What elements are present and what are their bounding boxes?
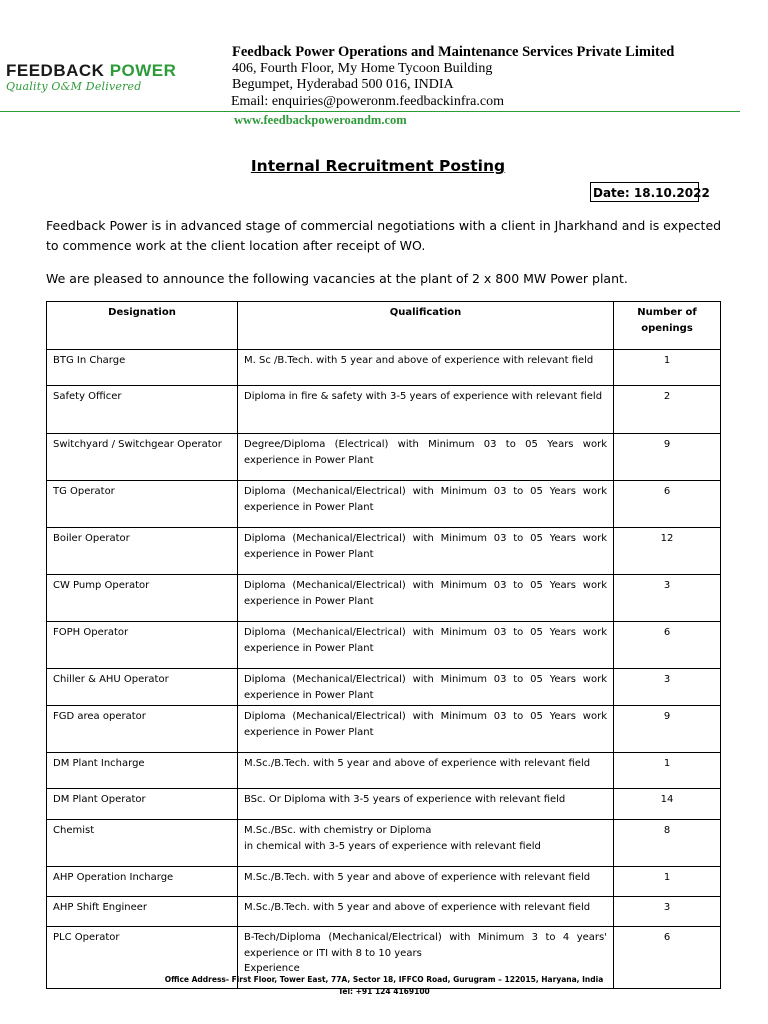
letterhead-divider <box>0 111 740 112</box>
designation-cell: DM Plant Operator <box>47 789 238 820</box>
designation-cell: PLC Operator <box>47 927 238 989</box>
qualification-cell: Degree/Diploma (Electrical) with Minimum 03 to 05 Years work experience in Power Plant <box>238 434 614 481</box>
designation-cell: DM Plant Incharge <box>47 753 238 789</box>
table-row <box>47 753 721 789</box>
footer-tel: Tel: +91 124 4169100 <box>338 986 430 996</box>
date-box: Date: 18.10.2022 <box>590 182 699 202</box>
designation-cell: Chemist <box>47 820 238 867</box>
openings-cell: 1 <box>614 350 721 386</box>
designation-cell: FOPH Operator <box>47 622 238 669</box>
qualification-cell: M.Sc./B.Tech. with 5 year and above of experience with relevant field <box>238 753 614 789</box>
header-openings: Number of openings <box>614 302 721 350</box>
designation-cell: AHP Operation Incharge <box>47 867 238 897</box>
qualification-cell: Diploma (Mechanical/Electrical) with Minimum 03 to 05 Years work experience in Power Plant <box>238 669 614 706</box>
header-designation: Designation <box>47 302 238 350</box>
table-row <box>47 897 721 927</box>
designation-cell: CW Pump Operator <box>47 575 238 622</box>
table-row <box>47 622 721 669</box>
openings-cell: 1 <box>614 753 721 789</box>
qualification-cell: M. Sc /B.Tech. with 5 year and above of experience with relevant field <box>238 350 614 386</box>
qualification-cell: Diploma (Mechanical/Electrical) with Minimum 03 to 05 Years work experience in Power Plant <box>238 575 614 622</box>
logo-wordmark <box>6 62 186 79</box>
qualification-cell: BSc. Or Diploma with 3-5 years of experience with relevant field <box>238 789 614 820</box>
table-row <box>47 434 721 481</box>
company-logo <box>6 62 186 94</box>
qualification-cell: M.Sc./B.Tech. with 5 year and above of experience with relevant field <box>238 897 614 927</box>
address-line-1: 406, Fourth Floor, My Home Tycoon Building <box>232 60 493 76</box>
page-title: Internal Recruitment Posting <box>250 157 506 175</box>
openings-cell: 8 <box>614 820 721 867</box>
table-row <box>47 669 721 706</box>
qualification-cell: Diploma in fire & safety with 3-5 years of experience with relevant field <box>238 386 614 434</box>
designation-cell: Chiller & AHU Operator <box>47 669 238 706</box>
qualification-cell: Diploma (Mechanical/Electrical) with Minimum 03 to 05 Years work experience in Power Plant <box>238 706 614 753</box>
openings-cell: 6 <box>614 481 721 528</box>
header-qualification: Qualification <box>238 302 614 350</box>
designation-cell: Switchyard / Switchgear Operator <box>47 434 238 481</box>
openings-cell: 1 <box>614 867 721 897</box>
logo-brand-part1: FEEDBACK <box>6 61 105 80</box>
designation-cell: TG Operator <box>47 481 238 528</box>
vacancy-table <box>46 301 721 989</box>
address-line-2: Begumpet, Hyderabad 500 016, INDIA <box>232 77 454 92</box>
designation-cell: Safety Officer <box>47 386 238 434</box>
designation-cell: FGD area operator <box>47 706 238 753</box>
openings-cell: 3 <box>614 669 721 706</box>
table-row <box>47 820 721 867</box>
designation-cell: AHP Shift Engineer <box>47 897 238 927</box>
openings-cell: 9 <box>614 706 721 753</box>
openings-cell: 6 <box>614 622 721 669</box>
table-row <box>47 350 721 386</box>
openings-cell: 3 <box>614 897 721 927</box>
designation-cell: Boiler Operator <box>47 528 238 575</box>
qualification-cell: M.Sc./BSc. with chemistry or Diploma in chemical with 3-5 years of experience with relevant field <box>238 820 614 867</box>
qualification-cell: M.Sc./B.Tech. with 5 year and above of experience with relevant field <box>238 867 614 897</box>
openings-cell: 3 <box>614 575 721 622</box>
table-row <box>47 867 721 897</box>
qualification-cell: Diploma (Mechanical/Electrical) with Minimum 03 to 05 Years work experience in Power Plant <box>238 528 614 575</box>
website-link[interactable]: www.feedbackpoweroandm.com <box>234 113 407 127</box>
company-name: Feedback Power Operations and Maintenance Services Private Limited <box>232 44 675 60</box>
qualification-cell: Diploma (Mechanical/Electrical) with Minimum 03 to 05 Years work experience in Power Plant <box>238 622 614 669</box>
table-row <box>47 528 721 575</box>
qualification-cell: Diploma (Mechanical/Electrical) with Minimum 03 to 05 Years work experience in Power Plant <box>238 481 614 528</box>
designation-cell: BTG In Charge <box>47 350 238 386</box>
letterhead <box>232 44 674 110</box>
footer-office-address: Office Address- First Floor, Tower East, 77A, Sector 18, IFFCO Road, Gurugram – 122015, Haryana, India <box>164 975 604 984</box>
footer <box>0 974 768 997</box>
table-row <box>47 575 721 622</box>
qualification-cell: B-Tech/Diploma (Mechanical/Electrical) with Minimum 3 to 4 years' experience or ITI with 8 to 10 years Experience <box>238 927 614 989</box>
openings-cell: 14 <box>614 789 721 820</box>
table-row <box>47 789 721 820</box>
openings-cell: 9 <box>614 434 721 481</box>
announcement-paragraph: We are pleased to announce the following vacancies at the plant of 2 x 800 MW Power plant. <box>46 271 628 286</box>
openings-cell: 2 <box>614 386 721 434</box>
logo-brand-part2: POWER <box>109 61 177 80</box>
table-header-row <box>47 302 721 350</box>
table-row <box>47 386 721 434</box>
table-row <box>47 481 721 528</box>
logo-tagline: Quality O&M Delivered <box>6 80 142 93</box>
intro-paragraph: Feedback Power is in advanced stage of commercial negotiations with a client in Jharkhand and is expected to commence work at the client location after receipt of WO. <box>46 218 722 253</box>
email-line: Email: enquiries@poweronm.feedbackinfra.com <box>231 93 504 109</box>
openings-cell: 6 <box>614 927 721 989</box>
openings-cell: 12 <box>614 528 721 575</box>
table-row <box>47 706 721 753</box>
